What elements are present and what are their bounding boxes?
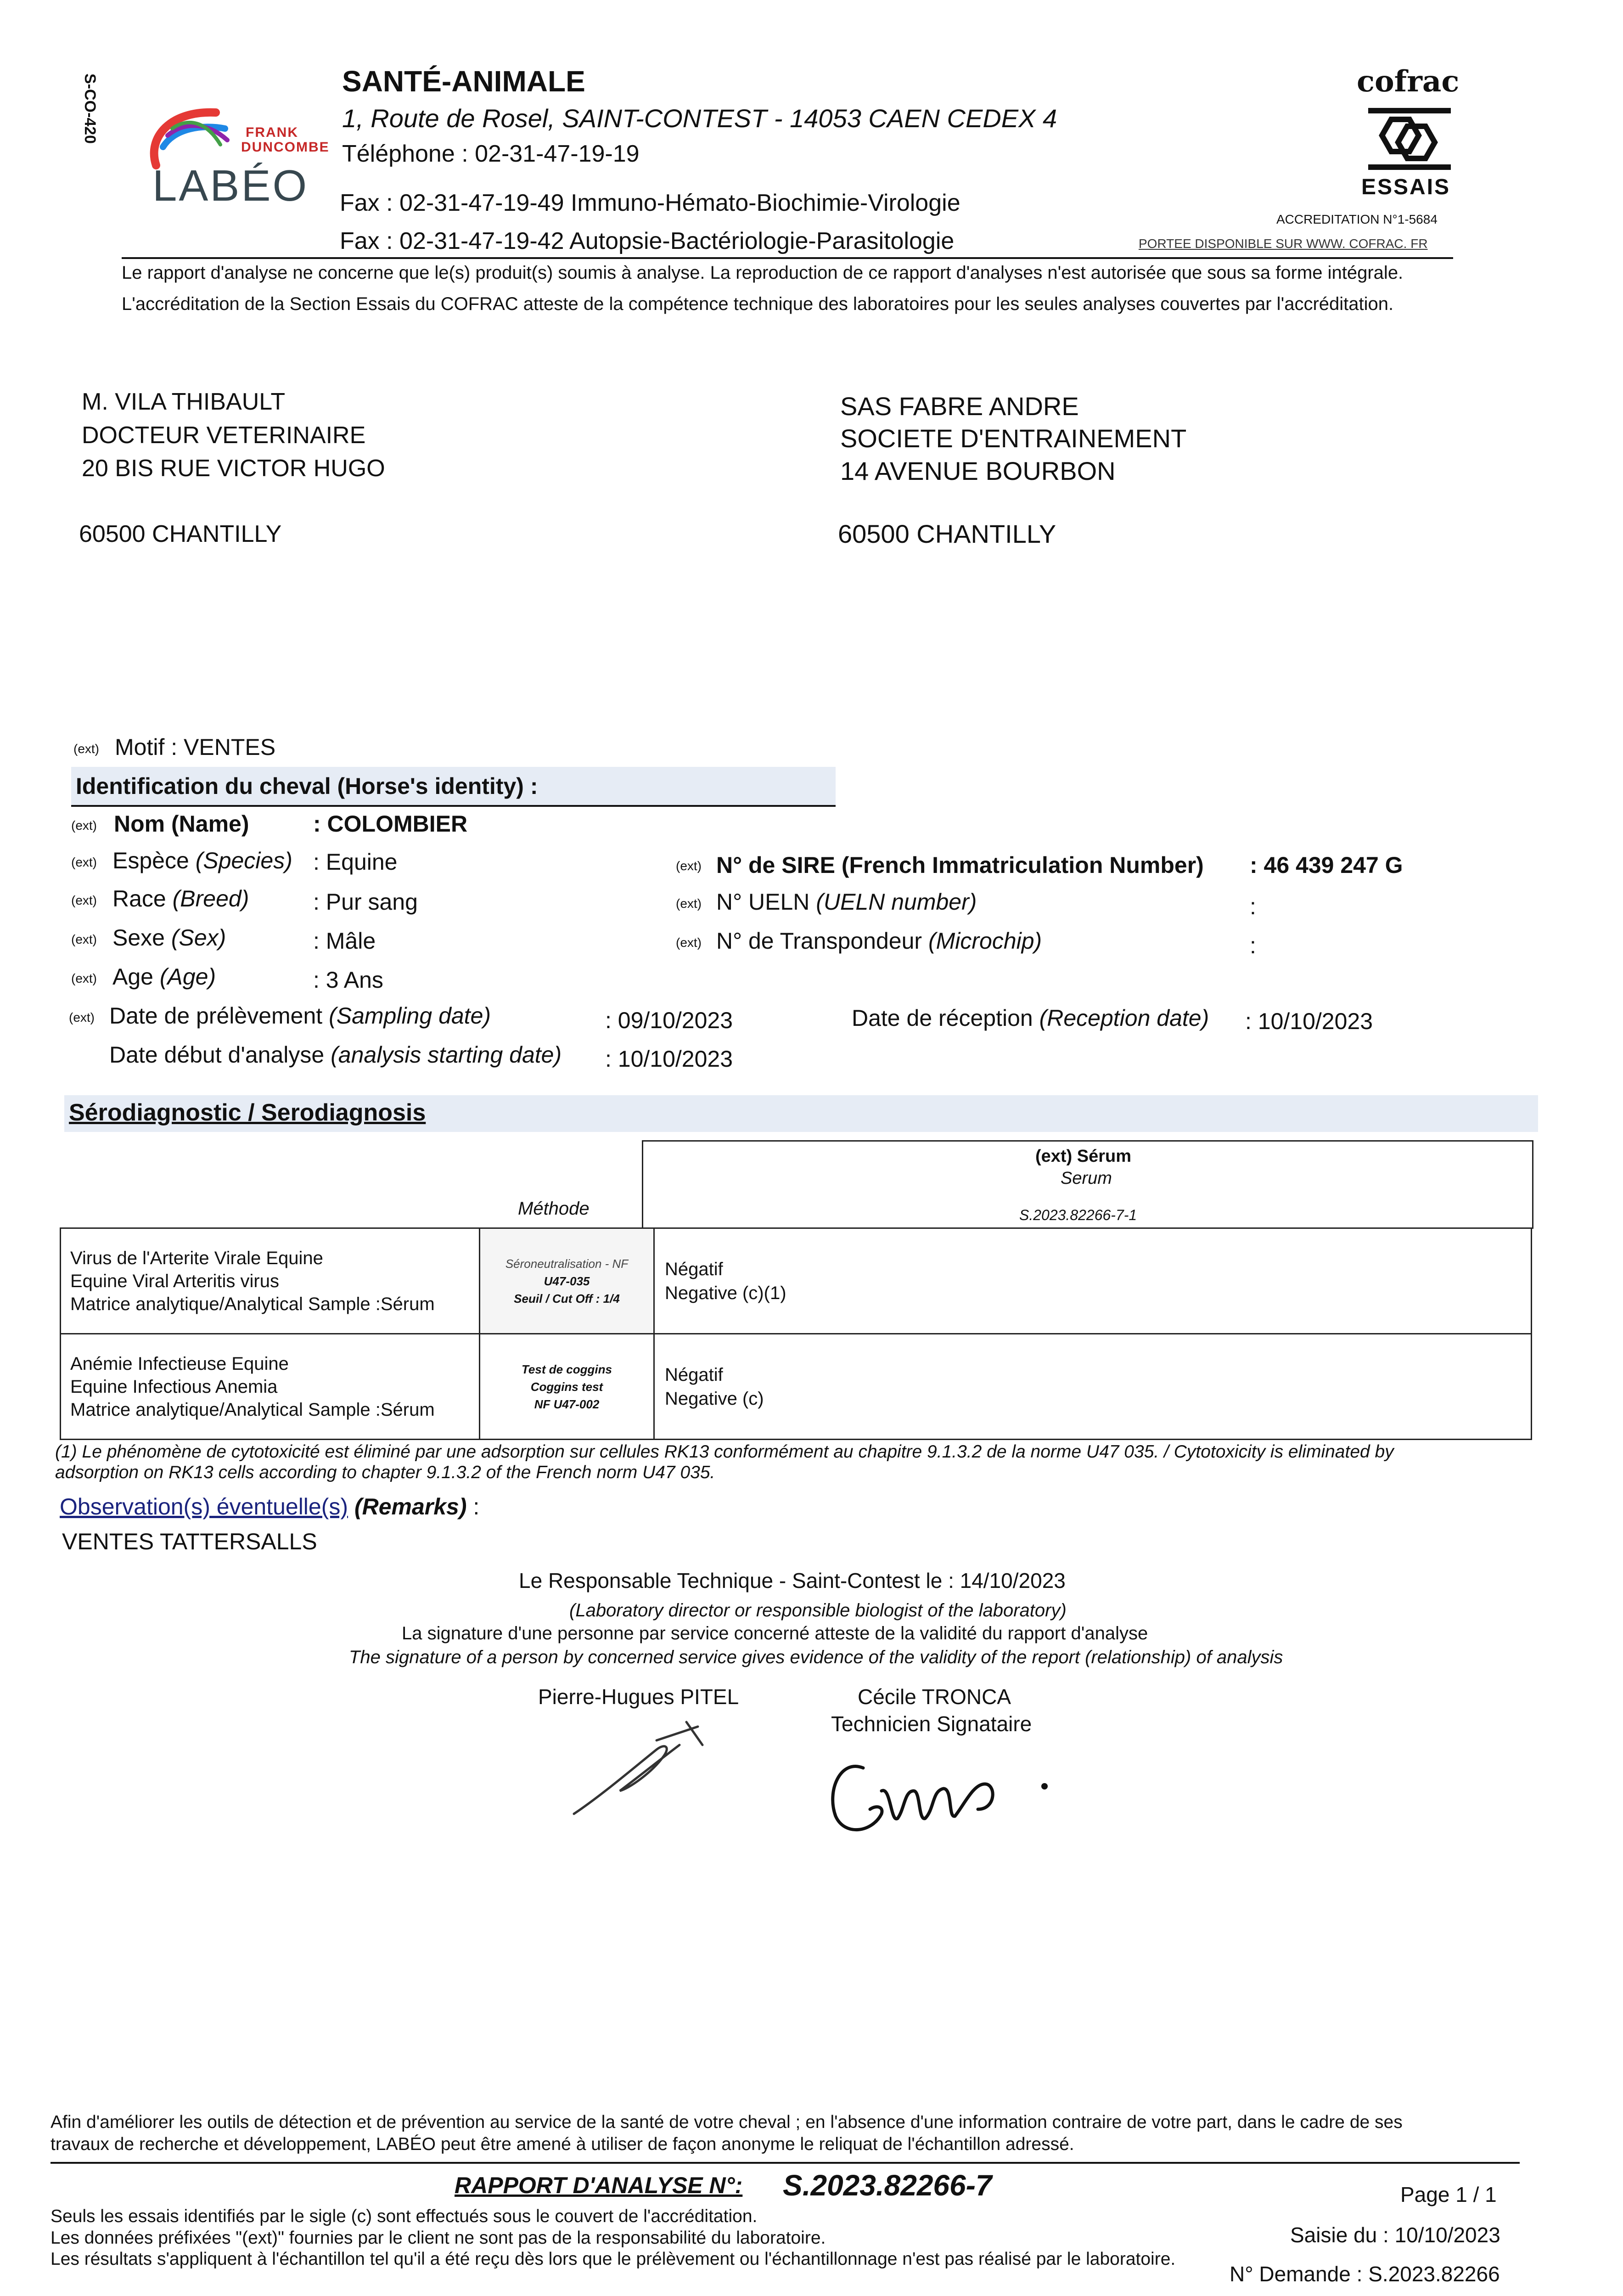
ueln-label (716, 889, 977, 915)
owner-name: SAS FABRE ANDRE (840, 392, 1079, 421)
species-label (112, 847, 292, 874)
sire-label: N° de SIRE (French Immatriculation Number) (716, 852, 1204, 878)
species-value: : Equine (313, 849, 398, 875)
signature-tronca (822, 1740, 1061, 1846)
sampling-date-value: : 09/10/2023 (605, 1007, 733, 1033)
ext-tag: (ext) (73, 742, 99, 756)
header-rule (122, 257, 1453, 259)
document-code: S-CO-420 (81, 73, 99, 144)
lab-phone: Téléphone : 02-31-47-19-19 (342, 141, 640, 167)
breed-label (112, 885, 249, 912)
footer-rule (51, 2162, 1520, 2164)
method-line-3: Seuil / Cut Off : 1/4 (514, 1291, 620, 1306)
legal-2: Les données préfixées "(ext)" fournies par le client ne sont pas de la responsabilité du laboratoire. (51, 2228, 826, 2248)
disclaimer-2: L'accréditation de la Section Essais du COFRAC atteste de la compétence technique des laboratoires pour les seules analyses couvertes par l'accréditation. (122, 294, 1394, 314)
footer-notice-1: Afin d'améliorer les outils de détection et de prévention au service de la santé de votre cheval ; en l'absence d'une information contraire de votre part, dans le cadre de ses (51, 2112, 1403, 2132)
owner-city: 60500 CHANTILLY (838, 519, 1056, 548)
vet-street: 20 BIS RUE VICTOR HUGO (82, 455, 385, 482)
sample-header-2: Serum (1061, 1169, 1112, 1188)
horse-name-label: Nom (Name) (114, 811, 249, 837)
saisie-date: Saisie du : 10/10/2023 (1290, 2223, 1500, 2247)
test-name-fr: Anémie Infectieuse Equine (70, 1353, 289, 1374)
result-en: Negative (c)(1) (665, 1283, 786, 1303)
lab-fax-2: Fax : 02-31-47-19-42 Autopsie-Bactériologie-Parasitologie (340, 228, 955, 254)
ext-tag: (ext) (71, 932, 97, 946)
analysis-start-label-fr: Date début d'analyse (109, 1042, 325, 1068)
transponder-label (716, 928, 1042, 954)
transponder-label-en: (Microchip) (928, 928, 1042, 954)
disclaimer-1: Le rapport d'analyse ne concerne que le(s) produit(s) soumis à analyse. La reproduction de ce rapport d'analyses n'est autorisée que sous sa forme intégrale. (122, 263, 1404, 283)
sampling-date-label-en: (Sampling date) (329, 1003, 491, 1029)
cofrac-scope: PORTEE DISPONIBLE SUR WWW. COFRAC. FR (1139, 236, 1428, 251)
age-label (112, 963, 216, 990)
remarks-label: Observation(s) éventuelle(s) (60, 1494, 348, 1519)
age-label-en: (Age) (159, 964, 216, 990)
legal-1: Seuls les essais identifiés par le sigle (c) sont effectués sous le couvert de l'accréditation. (51, 2206, 758, 2226)
logo-small-line-1: FRANK (246, 125, 298, 140)
species-label-fr: Espèce (112, 848, 189, 873)
method-line-1: Séroneutralisation - NF (505, 1256, 629, 1271)
lab-fax-1: Fax : 02-31-47-19-49 Immuno-Hémato-Biochimie-Virologie (340, 190, 960, 216)
identity-header-rule (71, 805, 836, 807)
sire-value: : 46 439 247 G (1250, 852, 1403, 878)
method-cell (480, 1334, 654, 1440)
logo-small-line-2: DUNCOMBE (241, 140, 330, 155)
ext-tag: (ext) (676, 896, 702, 911)
test-matrix: Matrice analytique/Analytical Sample :Sérum (70, 1399, 435, 1420)
signature-line-3: La signature d'une personne par service concerné atteste de la validité du rapport d'analyse (402, 1623, 1148, 1643)
sampling-date-label-fr: Date de prélèvement (109, 1003, 323, 1029)
cofrac-logo (1350, 64, 1474, 202)
method-line-3: NF U47-002 (534, 1397, 600, 1411)
remarks-heading (60, 1493, 479, 1520)
test-cell (61, 1228, 480, 1334)
demande-number: N° Demande : S.2023.82266 (1230, 2262, 1500, 2286)
lab-address: 1, Route de Rosel, SAINT-CONTEST - 14053 CAEN CEDEX 4 (342, 104, 1057, 133)
legal-3: Les résultats s'appliquent à l'échantillon tel qu'il a été reçu dès lors que le prélèvement ou l'échantillonnage n'est pas réalisé par le laboratoire. (51, 2249, 1176, 2269)
ext-tag: (ext) (676, 935, 702, 950)
signature-pitel (565, 1708, 730, 1828)
table-row (61, 1228, 1532, 1334)
species-label-en: (Species) (195, 848, 292, 873)
logo-name: LABÉO (152, 161, 309, 210)
sex-value: : Mâle (313, 928, 376, 954)
ext-tag: (ext) (71, 818, 97, 833)
breed-label-en: (Breed) (172, 886, 249, 912)
result-fr: Négatif (665, 1364, 723, 1385)
sample-id: S.2023.82266-7-1 (1019, 1207, 1137, 1223)
report-label: RAPPORT D'ANALYSE N°: (455, 2172, 743, 2198)
vet-city: 60500 CHANTILLY (79, 521, 282, 547)
sero-header: Sérodiagnostic / Serodiagnosis (69, 1099, 426, 1126)
signature-line-2: (Laboratory director or responsible biologist of the laboratory) (569, 1600, 1067, 1621)
cofrac-label: ESSAIS (1361, 175, 1451, 199)
cofrac-brand: cofrac (1357, 64, 1460, 99)
age-label-fr: Age (112, 964, 153, 990)
footer-notice-2: travaux de recherche et développement, LABÉO peut être amené à utiliser de façon anonyme le reliquat de l'échantillon adressé. (51, 2134, 1074, 2154)
result-fr: Négatif (665, 1259, 723, 1279)
result-cell (654, 1228, 1532, 1334)
breed-value: : Pur sang (313, 889, 418, 915)
analysis-start-label-en: (analysis starting date) (331, 1042, 562, 1068)
transponder-value: : (1250, 933, 1256, 958)
remarks-value: VENTES TATTERSALLS (62, 1529, 317, 1554)
method-line-2: U47-035 (544, 1274, 590, 1288)
ueln-label-fr: N° UELN (716, 889, 810, 915)
remarks-label-en: (Remarks) (354, 1494, 467, 1519)
test-matrix: Matrice analytique/Analytical Sample :Sérum (70, 1294, 435, 1314)
motif: Motif : VENTES (115, 734, 276, 760)
ueln-label-en: (UELN number) (816, 889, 977, 915)
report-number: S.2023.82266-7 (783, 2169, 992, 2202)
page-number: Page 1 / 1 (1400, 2183, 1497, 2206)
footnote-2: adsorption on RK13 cells according to chapter 9.1.3.2 of the French norm U47 035. (55, 1463, 715, 1482)
sex-label-fr: Sexe (112, 925, 165, 951)
method-cell (480, 1228, 654, 1334)
test-name-fr: Virus de l'Arterite Virale Equine (70, 1248, 323, 1268)
breed-label-fr: Race (112, 886, 166, 912)
identity-header: Identification du cheval (Horse's identity) : (76, 773, 538, 799)
lab-name: SANTÉ-ANIMALE (342, 65, 585, 98)
sex-label-en: (Sex) (171, 925, 226, 951)
reception-date-label-en: (Reception date) (1039, 1005, 1209, 1031)
footnote-1: (1) Le phénomène de cytotoxicité est éliminé par une adsorption sur cellules RK13 conformément au chapitre 9.1.3.2 de la norme U47 035. / Cytotoxicity is eliminated by (55, 1442, 1394, 1462)
ext-tag: (ext) (69, 1010, 95, 1024)
test-name-en: Equine Viral Arteritis virus (70, 1271, 279, 1291)
analysis-start-value: : 10/10/2023 (605, 1046, 733, 1072)
method-header: Méthode (518, 1199, 590, 1219)
remarks-colon: : (473, 1494, 480, 1519)
test-name-en: Equine Infectious Anemia (70, 1376, 278, 1397)
result-en: Negative (c) (665, 1388, 764, 1409)
age-value: : 3 Ans (313, 967, 383, 993)
labeo-logo (129, 96, 340, 216)
ueln-value: : (1250, 894, 1256, 919)
reception-date-label (852, 1005, 1209, 1031)
result-cell (654, 1334, 1532, 1440)
test-cell (61, 1334, 480, 1440)
reception-date-value: : 10/10/2023 (1245, 1008, 1373, 1034)
owner-street: 14 AVENUE BOURBON (840, 456, 1116, 485)
reception-date-label-fr: Date de réception (852, 1005, 1033, 1031)
sample-header-1: (ext) Sérum (1035, 1147, 1132, 1166)
transponder-label-fr: N° de Transpondeur (716, 928, 922, 954)
signature-line-1: Le Responsable Technique - Saint-Contest le : 14/10/2023 (519, 1569, 1066, 1593)
method-line-1: Test de coggins (522, 1362, 612, 1376)
cofrac-accreditation: ACCREDITATION N°1-5684 (1276, 212, 1438, 226)
signer-2-name: Cécile TRONCA (858, 1685, 1011, 1709)
signer-1-name: Pierre-Hugues PITEL (538, 1685, 739, 1709)
ext-tag: (ext) (71, 855, 97, 869)
vet-title: DOCTEUR VETERINAIRE (82, 422, 366, 449)
ext-tag: (ext) (676, 859, 702, 873)
cofrac-emblem-icon (1364, 106, 1455, 174)
ext-tag: (ext) (71, 971, 97, 985)
signature-line-4: The signature of a person by concerned service gives evidence of the validity of the report (relationship) of analysis (349, 1647, 1283, 1667)
signer-2-title: Technicien Signataire (831, 1712, 1032, 1736)
owner-company: SOCIETE D'ENTRAINEMENT (840, 424, 1187, 453)
vet-name: M. VILA THIBAULT (82, 388, 286, 415)
sex-label (112, 924, 226, 951)
table-row (61, 1334, 1532, 1440)
sampling-date-label (109, 1002, 491, 1029)
method-line-2: Coggins test (530, 1379, 603, 1394)
horse-name-value: : COLOMBIER (313, 811, 468, 837)
results-table (60, 1227, 1532, 1440)
analysis-start-label (109, 1041, 562, 1068)
ext-tag: (ext) (71, 893, 97, 907)
